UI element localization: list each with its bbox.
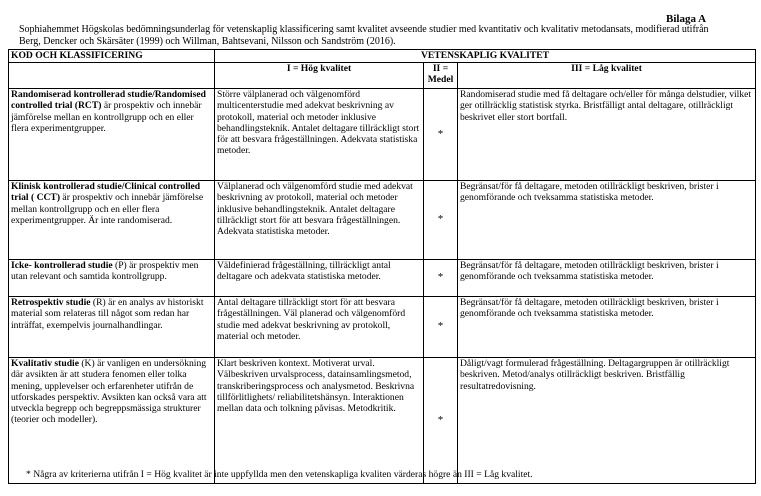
medium-quality-cell: * xyxy=(424,297,458,358)
study-type-description: (R) är en analys av historiskt material som relateras till något som redan har inträffat, exempelvis journalhandlingar. xyxy=(11,297,204,331)
low-quality-cell: Randomiserad studie med få deltagare och/eller för många delstudier, vilket ger otillräcklig statistisk styrka. Bristfälligt antal deltagare, otillräckligt beskrivet eller stort bortfall. xyxy=(458,89,756,181)
study-type-title: Icke- kontrollerad studie xyxy=(11,260,113,271)
high-quality-cell: Större välplanerad och välgenomförd multicenterstudie med adekvat beskrivning av protokoll, material och metoder inklusive behandlingsteknik. Antalet deltagare tillräckligt stort för att besvara frågeställningen. Adekvata statistiska metoder. xyxy=(215,89,424,181)
table-row xyxy=(9,358,756,484)
table-row xyxy=(9,297,756,358)
medium-quality-cell: * xyxy=(424,181,458,260)
classification-cell xyxy=(9,181,215,260)
study-type-description: är prospektiv och innebär jämförelse mellan kontrollgrupp och en eller flera experimentgrupper. Är inte randomiserad. xyxy=(11,192,204,226)
study-type-title: Randomiserad kontrollerad studie/Randomised controlled trial (RCT) xyxy=(11,89,206,112)
high-quality-cell: Klart beskriven kontext. Motiverat urval. Välbeskriven urvalsprocess, datainsamlingsmetod, transkriberingsprocess och analysmetod. Beskrivna tillförlitlighets/ reliabilitetshänsyn. Interaktionen mellan data och tolkning påvisas. Metodkritik. xyxy=(215,358,424,484)
medium-quality-cell: * xyxy=(424,89,458,181)
intro-text: Sophiahemmet Högskolas bedömningsunderlag för vetenskaplig klassificering samt kvalitet avseende studier med kvantitativ och kvalitativ metodansats, modifierad utifrån Berg, Dencker och Skärsäter (1999) och Willman, Bahtsevani, Nilsson och Sandström (2016). xyxy=(19,24,709,47)
medium-quality-cell: * xyxy=(424,260,458,297)
low-quality-cell: Dåligt/vagt formulerad frågeställning. Deltagargruppen är otillräckligt beskriven. Metod/analys otillräckligt beskriven. Bristfällig resultatredovisning. xyxy=(458,358,756,484)
classification-cell xyxy=(9,358,215,484)
study-type-description: är prospektiv och innebär jämförelse mellan en kontrollgrupp och en eller flera experimentgrupper. xyxy=(11,100,202,134)
study-type-title: Klinisk kontrollerad studie/Clinical controlled trial ( CCT) xyxy=(11,181,201,204)
high-quality-cell: Välplanerad och välgenomförd studie med adekvat beskrivning av protokoll, material och metoder inklusive behandlingsteknik. Antalet deltagare tillräckligt stort för att besvara frågeställningen. Adekvata statistiska metoder. xyxy=(215,181,424,260)
classification-cell xyxy=(9,89,215,181)
high-quality-cell: Väldefinierad frågeställning, tillräckligt antal deltagare och adekvata statistiska metoder. xyxy=(215,260,424,297)
low-quality-cell: Begränsat/för få deltagare, metoden otillräckligt beskriven, brister i genomförande och tveksamma statistiska metoder. xyxy=(458,181,756,260)
study-type-description: (P) är prospektiv men utan relevant och samtida kontrollgrupp. xyxy=(11,260,199,283)
table-row xyxy=(9,181,756,260)
classification-cell xyxy=(9,260,215,297)
appendix-label: Bilaga A xyxy=(666,13,707,25)
header-quality: VETENSKAPLIG KVALITET xyxy=(215,50,756,63)
quality-assessment-table xyxy=(8,49,756,484)
footnote: * Några av kriterierna utifrån I = Hög kvalitet är inte uppfyllda men den vetenskapliga kvaliten värderas högre än III = Låg kvalitet. xyxy=(26,469,533,480)
low-quality-cell: Begränsat/för få deltagare, metoden otillräckligt beskriven, brister i genomförande och tveksamma statistiska metoder. xyxy=(458,260,756,297)
study-type-title: Kvalitativ studie xyxy=(11,358,79,369)
header-high-quality: I = Hög kvalitet xyxy=(215,63,424,89)
high-quality-cell: Antal deltagare tillräckligt stort för att besvara frågeställningen. Väl planerad och välgenomförd studie med adekvat beskrivning av protokoll, material och metoder. xyxy=(215,297,424,358)
medium-quality-cell: * xyxy=(424,358,458,484)
study-type-description: (K) är vanligen en undersökning där avsikten är att studera fenomen eller tolka mening, upplevelser och erfarenheter utifrån de utforskades perspektiv. Avsikten kan också vara att utveckla begrepp och begreppsmässiga strukturer (teorier och modeller). xyxy=(11,358,207,426)
header-medium-quality: II = Medel xyxy=(424,63,458,89)
header-code: KOD OCH KLASSIFICERING xyxy=(9,50,215,63)
table-row xyxy=(9,89,756,181)
table-row xyxy=(9,260,756,297)
header-empty-cell xyxy=(9,63,215,89)
classification-cell xyxy=(9,297,215,358)
study-type-title: Retrospektiv studie xyxy=(11,297,91,308)
low-quality-cell: Begränsat/för få deltagare, metoden otillräckligt beskriven, brister i genomförande och tveksamma statistiska metoder. xyxy=(458,297,756,358)
header-low-quality: III = Låg kvalitet xyxy=(458,63,756,89)
